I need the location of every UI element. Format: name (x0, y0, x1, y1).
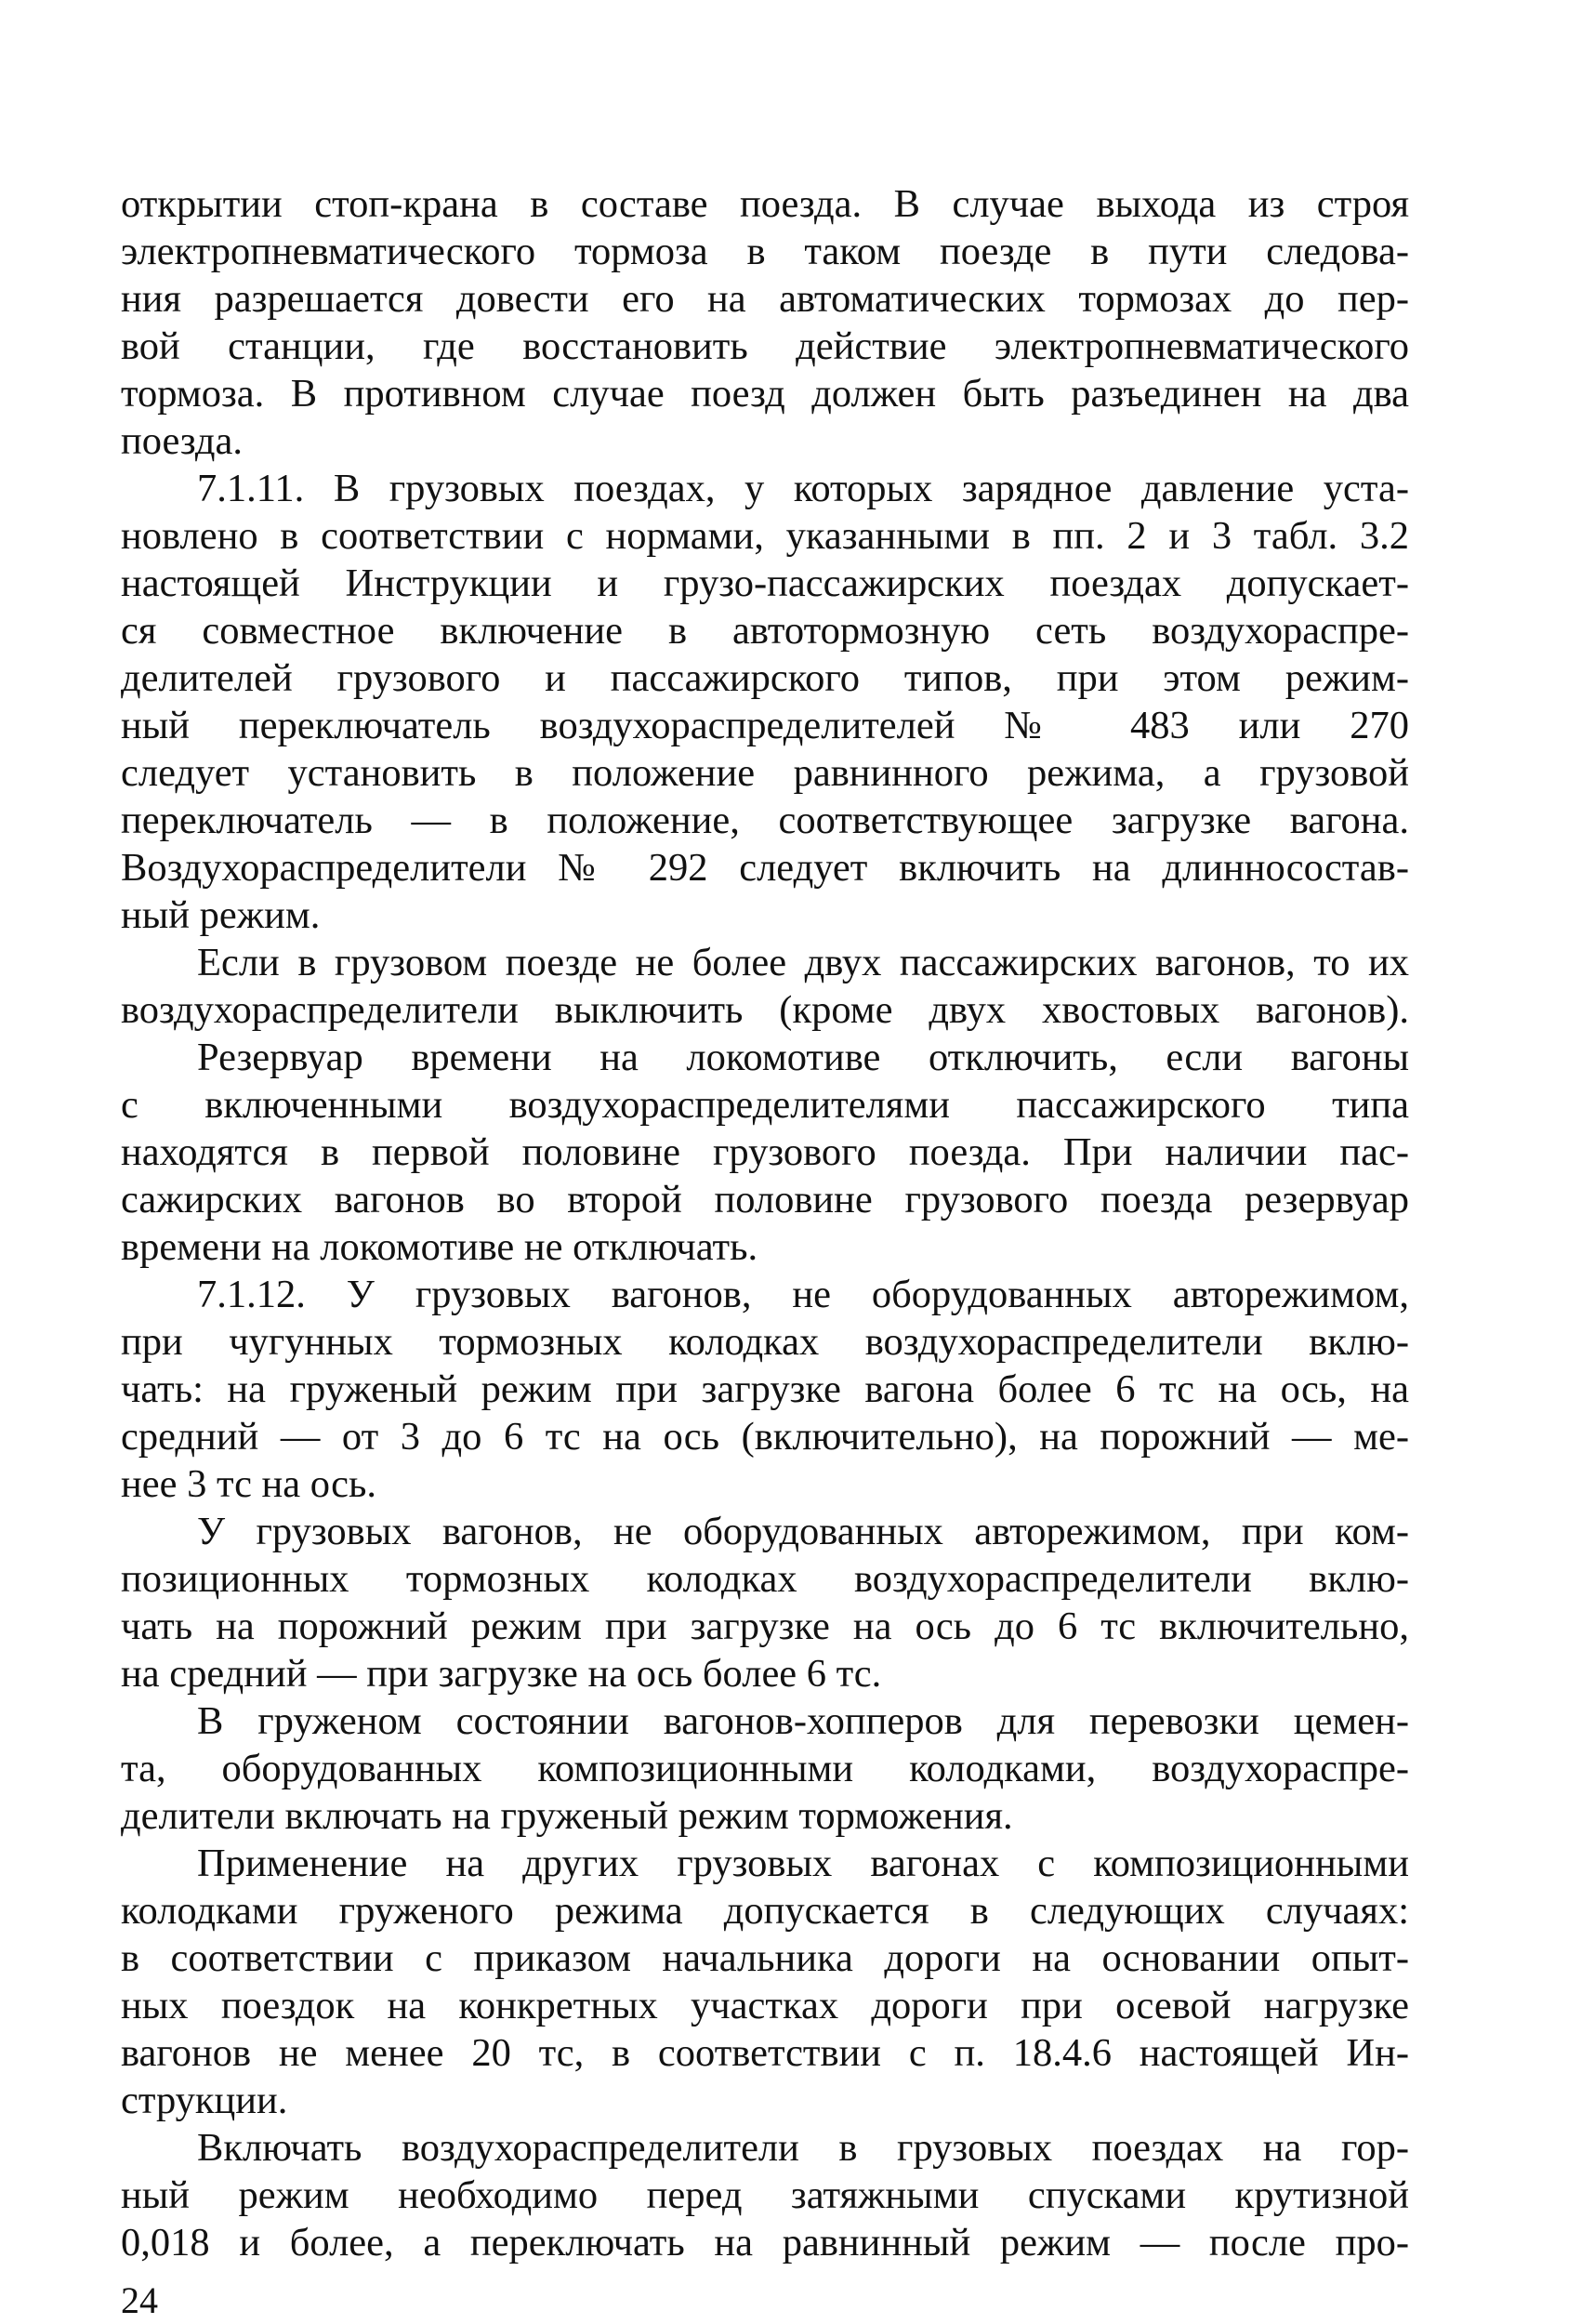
text-line: с включенными воздухораспределителями пассажирского типа (121, 1083, 1409, 1127)
text-line: сажирских вагонов во второй половине грузового поезда резервуар (121, 1178, 1409, 1221)
text-line: 0,018 и более, а переключать на равнинный режим — после про- (121, 2221, 1409, 2265)
text-line: средний — от 3 до 6 тс на ось (включительно), на порожний — ме- (121, 1415, 1409, 1459)
text-line: воздухораспределители выключить (кроме двух хвостовых вагонов). (121, 988, 1409, 1032)
text-line: на средний — при загрузке на ось более 6 тс. (121, 1652, 882, 1696)
text-line: У грузовых вагонов, не оборудованных авторежимом, при ком- (197, 1510, 1409, 1553)
text-line: ный режим. (121, 893, 321, 937)
text-line: позиционных тормозных колодках воздухораспределители вклю- (121, 1557, 1409, 1601)
text-line: переключатель — в положение, соответствующее загрузке вагона. (121, 799, 1409, 842)
text-line: чать на порожний режим при загрузке на ось до 6 тс включительно, (121, 1604, 1409, 1648)
text-line: ных поездок на конкретных участках дороги при осевой нагрузке (121, 1984, 1409, 2027)
text-line: поезда. (121, 419, 244, 463)
text-line: в соответствии с приказом начальника дороги на основании опыт- (121, 1936, 1409, 1980)
text-line: находятся в первой половине грузового поезда. При наличии пас- (121, 1130, 1409, 1174)
text-line: вагонов не менее 20 тс, в соответствии с п. 18.4.6 настоящей Ин- (121, 2031, 1409, 2075)
text-line: Если в грузовом поезде не более двух пассажирских вагонов, то их (197, 941, 1409, 984)
text-line: делители включать на груженый режим торможения. (121, 1794, 1013, 1838)
text-line: 7.1.12. У грузовых вагонов, не оборудованных авторежимом, (197, 1273, 1409, 1316)
page-number: 24 (121, 2279, 158, 2321)
text-line: нее 3 тс на ось. (121, 1462, 376, 1506)
text-line: новлено в соответствии с нормами, указанными в пп. 2 и 3 табл. 3.2 (121, 514, 1409, 558)
text-line: Воздухораспределители № 292 следует включить на длинносостав- (121, 846, 1409, 890)
text-line: Включать воздухораспределители в грузовых поездах на гор- (197, 2126, 1409, 2170)
text-line: ния разрешается довести его на автоматических тормозах до пер- (121, 277, 1409, 321)
text-line: открытии стоп-крана в составе поезда. В случае выхода из строя (121, 182, 1409, 226)
text-line: настоящей Инструкции и грузо-пассажирских поездах допускает- (121, 561, 1409, 605)
text-line: та, оборудованных композиционными колодками, воздухораспре- (121, 1747, 1409, 1790)
text-line: Применение на других грузовых вагонах с композиционными (197, 1842, 1409, 1885)
text-line: при чугунных тормозных колодках воздухораспределители вклю- (121, 1320, 1409, 1364)
text-line: В груженом состоянии вагонов-хопперов для перевозки цемен- (197, 1699, 1409, 1743)
text-line: ный переключатель воздухораспределителей № 483 или 270 (121, 704, 1409, 747)
text-line: струкции. (121, 2079, 288, 2122)
text-line: колодками груженого режима допускается в следующих случаях: (121, 1889, 1409, 1933)
text-line: Резервуар времени на локомотиве отключить, если вагоны (197, 1036, 1409, 1079)
text-line: ный режим необходимо перед затяжными спусками крутизной (121, 2173, 1409, 2217)
text-line: ся совместное включение в автотормозную сеть воздухораспре- (121, 609, 1409, 653)
text-line: чать: на груженый режим при загрузке вагона более 6 тс на ось, на (121, 1367, 1409, 1411)
text-line: следует установить в положение равнинного режима, а грузовой (121, 751, 1409, 795)
text-line: электропневматического тормоза в таком поезде в пути следова- (121, 230, 1409, 273)
text-line: делителей грузового и пассажирского типов, при этом режим- (121, 656, 1409, 700)
text-line: вой станции, где восстановить действие электропневматического (121, 324, 1409, 368)
text-line: тормоза. В противном случае поезд должен быть разъединен на два (121, 372, 1409, 416)
text-line: 7.1.11. В грузовых поездах, у которых зарядное давление уста- (197, 467, 1409, 510)
text-line: времени на локомотиве не отключать. (121, 1225, 758, 1269)
